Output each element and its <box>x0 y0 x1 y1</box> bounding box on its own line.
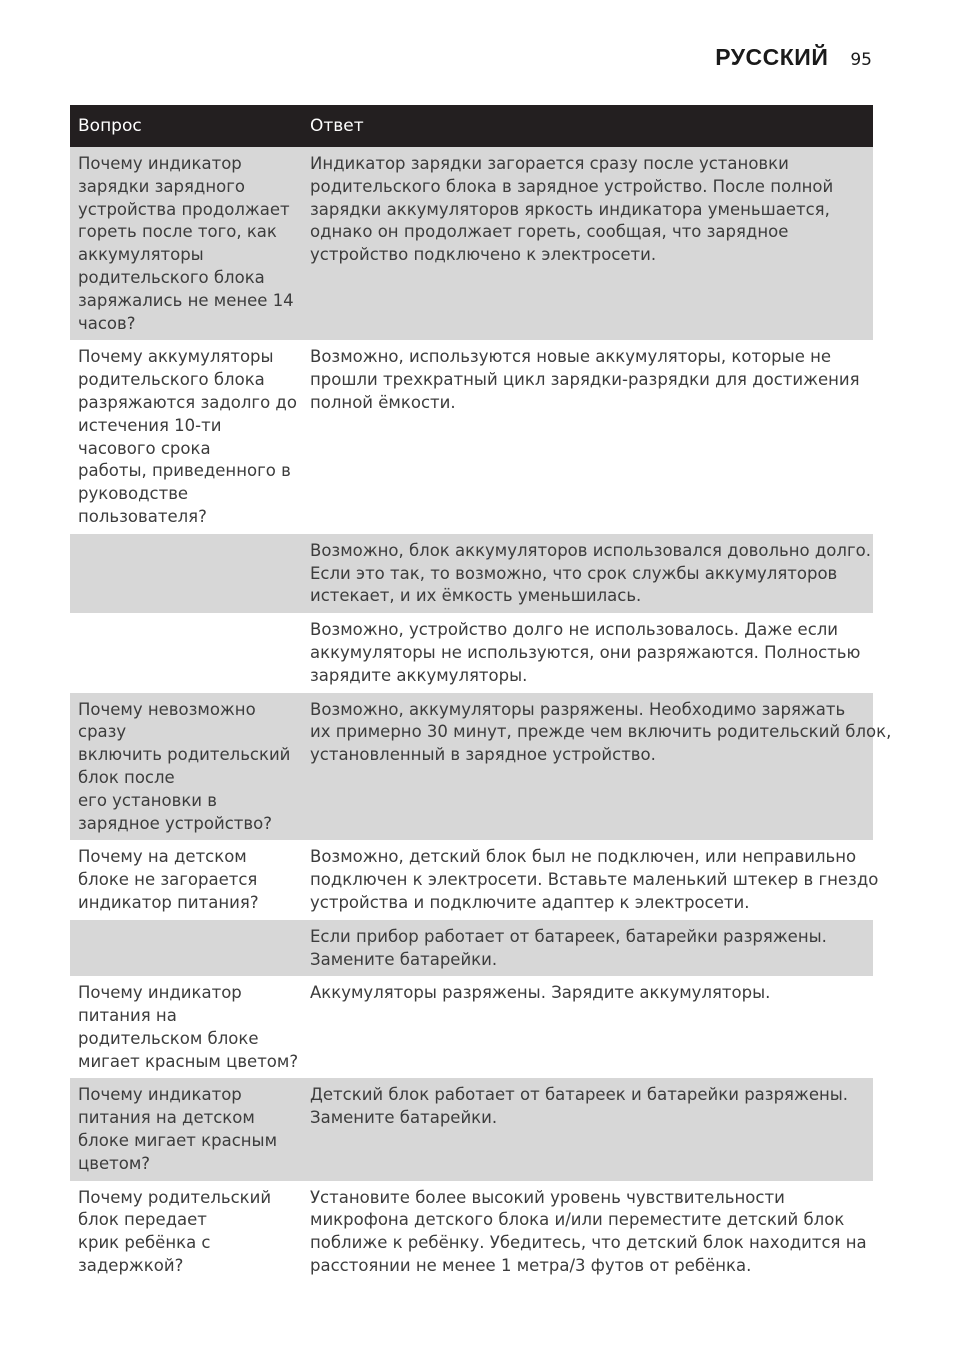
table-header-row <box>70 105 873 147</box>
table-row <box>70 613 873 692</box>
question-text: родительского блока <box>78 370 265 390</box>
question-text: гореть после того, как <box>78 222 277 242</box>
answer-cell <box>302 1181 873 1283</box>
column-header-question: Вопрос <box>70 105 302 147</box>
answer-text: родительского блока в зарядное устройство. После полной <box>310 176 834 196</box>
answer-text: истекает, и их ёмкость уменьшилась. <box>310 586 642 606</box>
question-cell <box>70 976 302 1078</box>
answer-text: однако он продолжает гореть, сообщая, что зарядное <box>310 222 789 242</box>
table-row <box>70 920 873 977</box>
table-row <box>70 340 873 533</box>
question-cell <box>70 693 302 841</box>
answer-cell <box>302 693 892 841</box>
language-label: РУССКИЙ <box>715 44 829 70</box>
answer-text: прошли трехкратный цикл зарядки-разрядки для достижения <box>310 370 860 390</box>
question-text: пользователя? <box>78 506 207 526</box>
answer-text: полной ёмкости. <box>310 392 456 412</box>
question-text: сразу <box>78 722 127 742</box>
question-cell <box>70 340 302 533</box>
table-row <box>70 693 873 841</box>
table-row <box>70 840 873 919</box>
question-text: крик ребёнка с <box>78 1233 211 1253</box>
table-row <box>70 1078 873 1180</box>
question-cell <box>70 1181 302 1283</box>
answer-text: Возможно, аккумуляторы разряжены. Необходимо заряжать <box>310 699 846 719</box>
table-row <box>70 1181 873 1283</box>
question-text: блоке не загорается <box>78 870 258 890</box>
question-text: Почему аккумуляторы <box>78 347 274 367</box>
answer-text: Индикатор зарядки загорается сразу после установки <box>310 154 789 173</box>
answer-text: устройство подключено к электросети. <box>310 245 657 265</box>
answer-text: Замените батарейки. <box>310 949 498 969</box>
question-text: Почему родительский <box>78 1187 272 1207</box>
answer-text: Возможно, устройство долго не использовалось. Даже если <box>310 620 839 640</box>
table-row <box>70 147 873 340</box>
answer-text: устройства и подключите адаптер к электросети. <box>310 892 750 912</box>
answer-text: подключен к электросети. Вставьте маленький штекер в гнездо <box>310 870 879 890</box>
answer-text: установленный в зарядное устройство. <box>310 745 656 765</box>
answer-text: Возможно, используются новые аккумуляторы, которые не <box>310 347 832 367</box>
answer-cell <box>302 1078 873 1180</box>
answer-text: Если прибор работает от батареек, батарейки разряжены. <box>310 926 827 946</box>
answer-text: расстоянии не менее 1 метра/3 футов от ребёнка. <box>310 1256 752 1276</box>
question-text: блоке мигает красным <box>78 1131 278 1151</box>
column-header-answer: Ответ <box>302 105 873 147</box>
question-cell <box>70 920 302 977</box>
question-text: Почему невозможно <box>78 699 256 719</box>
answer-text: зарядки аккумуляторов яркость индикатора уменьшается, <box>310 199 830 219</box>
answer-text: Установите более высокий уровень чувствительности <box>310 1187 785 1207</box>
question-text: Почему индикатор <box>78 1085 242 1105</box>
question-text: зарядное устройство? <box>78 813 272 833</box>
question-text: руководстве <box>78 484 189 504</box>
answer-cell <box>302 147 873 340</box>
question-cell <box>70 840 302 919</box>
question-cell <box>70 147 302 340</box>
answer-text: Замените батарейки. <box>310 1108 498 1128</box>
answer-text: Если это так, то возможно, что срок службы аккумуляторов <box>310 563 838 583</box>
answer-text: поближе к ребёнку. Убедитесь, что детский блок находится на <box>310 1233 867 1253</box>
question-text: заряжались не менее 14 <box>78 290 294 310</box>
answer-text: микрофона детского блока и/или переместите детский блок <box>310 1210 845 1230</box>
question-text: аккумуляторы <box>78 245 204 265</box>
table-row <box>70 976 873 1078</box>
question-text: часов? <box>78 313 136 333</box>
answer-text: Возможно, детский блок был не подключен, или неправильно <box>310 847 857 867</box>
answer-text: Возможно, блок аккумуляторов использовался довольно долго. <box>310 540 871 560</box>
question-text: часового срока <box>78 438 211 458</box>
troubleshooting-table <box>70 105 892 1283</box>
question-text: Почему индикатор <box>78 983 242 1003</box>
question-text: его установки в <box>78 790 217 810</box>
question-text: разряжаются задолго до <box>78 392 297 412</box>
question-text: устройства продолжает <box>78 199 290 219</box>
question-cell <box>70 1078 302 1180</box>
question-text: блок после <box>78 767 175 787</box>
question-text: индикатор питания? <box>78 892 259 912</box>
answer-text: зарядите аккумуляторы. <box>310 665 528 685</box>
question-text: питания на <box>78 1006 177 1026</box>
question-cell <box>70 613 302 692</box>
table-body <box>70 147 892 1283</box>
question-text: родительском блоке <box>78 1028 259 1048</box>
question-text: блок передает <box>78 1210 207 1230</box>
answer-cell <box>302 840 879 919</box>
question-text: зарядки зарядного <box>78 176 245 196</box>
answer-text: Аккумуляторы разряжены. Зарядите аккумуляторы. <box>310 983 771 1003</box>
answer-cell <box>302 976 873 1078</box>
page-number: 95 <box>850 50 872 70</box>
question-text: истечения 10-ти <box>78 415 222 435</box>
page-header <box>715 44 872 71</box>
question-text: Почему индикатор <box>78 154 242 173</box>
question-text: работы, приведенного в <box>78 461 291 481</box>
answer-cell <box>302 920 873 977</box>
answer-cell <box>302 613 873 692</box>
answer-cell <box>302 534 873 613</box>
answer-text: их примерно 30 минут, прежде чем включить родительский блок, <box>310 722 892 742</box>
question-text: цветом? <box>78 1153 151 1173</box>
question-text: включить родительский <box>78 745 291 765</box>
question-text: Почему на детском <box>78 847 247 867</box>
table-row <box>70 534 873 613</box>
question-cell <box>70 534 302 613</box>
question-text: питания на детском <box>78 1108 255 1128</box>
answer-text: аккумуляторы не используются, они разряжаются. Полностью <box>310 642 861 662</box>
answer-cell <box>302 340 873 533</box>
question-text: родительского блока <box>78 267 265 287</box>
question-text: мигает красным цветом? <box>78 1051 299 1071</box>
question-text: задержкой? <box>78 1256 184 1276</box>
answer-text: Детский блок работает от батареек и батарейки разряжены. <box>310 1085 849 1105</box>
